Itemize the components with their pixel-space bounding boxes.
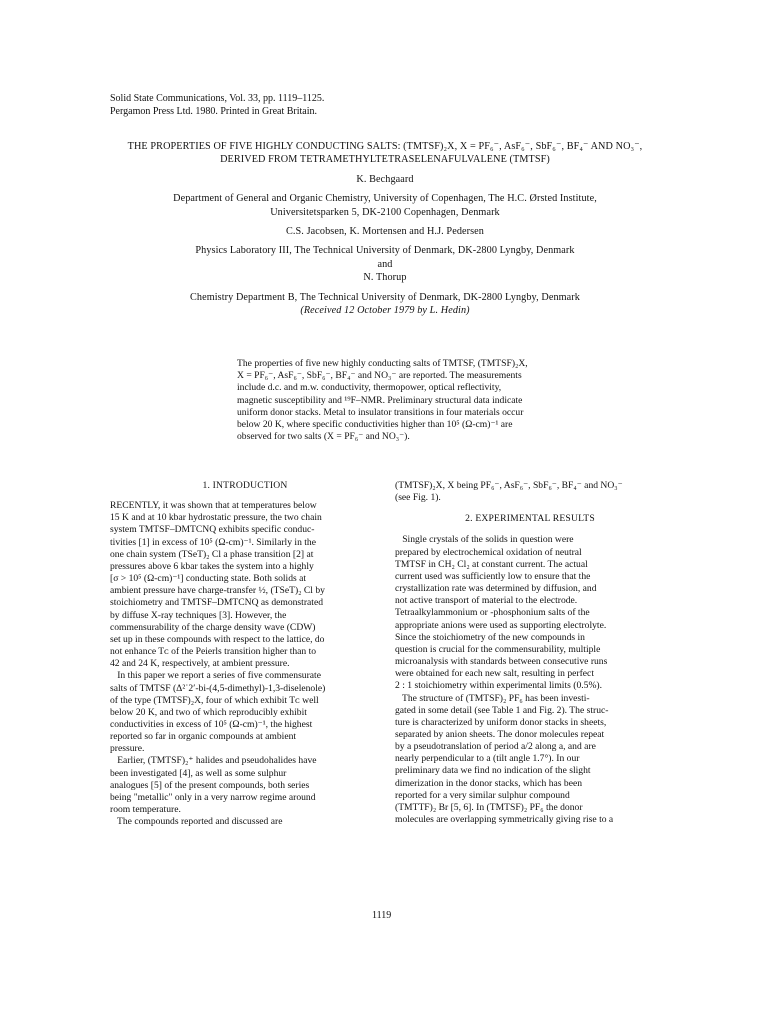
author-3: N. Thorup: [363, 272, 407, 284]
affiliation-1-line-2: Universitetsparken 5, DK-2100 Copenhagen, Denmark: [270, 206, 500, 218]
body-text-line: by diffuse X-ray techniques [3]. However, the: [110, 609, 287, 621]
body-text-line: microanalysis with standards between consecutive runs: [395, 656, 608, 668]
body-text-line: pressures above 6 kbar takes the system into a highly: [110, 560, 314, 572]
body-text-line: dimerization in the donor stacks, which has been: [395, 777, 583, 789]
body-text-line: been investigated [4], as well as some sulphur: [110, 767, 287, 779]
section-heading-experimental: 2. EXPERIMENTAL RESULTS: [465, 513, 595, 525]
body-text-line: tivities [1] in excess of 10⁵ (Ω-cm)⁻¹. Similarly in the: [110, 536, 316, 548]
body-text-line: prepared by electrochemical oxidation of neutral: [395, 546, 582, 558]
left-column: [110, 480, 380, 828]
affiliation-2: Physics Laboratory III, The Technical University of Denmark, DK-2800 Lyngby, Denmark: [195, 245, 575, 257]
body-text-line: appropriate anions were used as supporting electrolyte.: [395, 619, 607, 631]
body-text-line: crystallization rate was determined by diffusion, and: [395, 583, 597, 595]
body-text-line: Since the stoichiometry of the new compounds in: [395, 631, 585, 643]
body-text-line: (TMTSF)₂X, X being PF₆⁻, AsF₆⁻, SbF₆⁻, BF₄⁻ and NO₃⁻: [395, 480, 623, 491]
body-text-line: 15 K and at 10 kbar hydrostatic pressure, the two chain: [110, 512, 322, 524]
affiliation-3: Chemistry Department B, The Technical University of Denmark, DK-2800 Lyngby, Denmark: [189, 291, 580, 303]
abstract-line: X = PF₆⁻, AsF₆⁻, SbF₆⁻, BF₄⁻ and NO₃⁻ are reported. The measurements: [237, 370, 522, 382]
body-text-line: The structure of (TMTSF)₂ PF₆ has been investi-: [395, 692, 590, 704]
body-text-line: analogues [5] of the present compounds, both series: [110, 779, 310, 791]
body-text-line: preliminary data we find no indication of the slight: [395, 765, 591, 777]
right-column: [395, 480, 665, 826]
body-text-line: set up in these compounds with respect to the lattice, do: [110, 633, 325, 645]
author-1: K. Bechgaard: [356, 173, 414, 185]
abstract: [237, 358, 567, 443]
body-text-line: were obtained for each new salt, resulting in perfect: [395, 668, 594, 680]
body-text-line: (see Fig. 1).: [395, 492, 441, 504]
body-text-line: below 20 K, and two of which reproducibly exhibit: [110, 706, 307, 718]
body-text-line: salts of TMTSF (Δ²˙2′-bi-(4,5-dimethyl)-1,3-diselenole): [110, 682, 326, 694]
body-text-line: Tetraalkylammonium or -phosphonium salts of the: [395, 607, 590, 619]
body-text-line: by a pseudotranslation of period a/2 along a, and are: [395, 741, 596, 753]
body-text-line: gated in some detail (see Table 1 and Fig. 2). The struc-: [395, 704, 609, 716]
body-text-line: Single crystals of the solids in question were: [395, 534, 574, 546]
body-text-line: of the type (TMTSF)₂X, four of which exhibit Tᴄ well: [110, 694, 319, 706]
journal-citation: [110, 92, 324, 118]
body-text-line: being "metallic" only in a very narrow regime around: [110, 791, 316, 803]
body-text-line: (TMTTF)₂ Br [5, 6]. In (TMTSF)₂ PF₆ the donor: [395, 801, 583, 813]
body-text-line: pressure.: [110, 743, 145, 755]
body-text-line: separated by anion sheets. The donor molecules repeat: [395, 728, 605, 740]
affiliation-1-line-1: Department of General and Organic Chemistry, University of Copenhagen, The H.C. Ørsted Institute,: [173, 193, 597, 205]
body-text-line: Earlier, (TMTSF)₂⁺ halides and pseudohalides have: [110, 755, 317, 767]
abstract-line: below 20 K, where specific conductivities higher than 10⁵ (Ω-cm)⁻¹ are: [237, 419, 513, 431]
author-2: C.S. Jacobsen, K. Mortensen and H.J. Pedersen: [285, 226, 485, 238]
title-line-2: DERIVED FROM TETRAMETHYLTETRASELENAFULVALENE (TMTSF): [220, 154, 550, 166]
body-text-line: molecules are overlapping symmetrically giving rise to a: [395, 814, 614, 826]
body-text-line: ambient pressure have charge-transfer ½, (TSeT)₂ Cl by: [110, 585, 325, 597]
abstract-line: uniform donor stacks. Metal to insulator transitions in four materials occur: [237, 406, 524, 418]
body-text-line: system TMTSF–DMTCNQ exhibits specific conduc-: [110, 524, 315, 536]
body-text-line: The compounds reported and discussed are: [110, 816, 283, 828]
body-text-line: reported so far in organic compounds at ambient: [110, 731, 297, 743]
body-text-line: commensurability of the charge density wave (CDW): [110, 621, 316, 633]
body-text-line: stoichiometry and TMTSF–DMTCNQ as demonstrated: [110, 597, 323, 609]
body-text-line: In this paper we report a series of five commensurate: [110, 670, 321, 682]
body-text-line: reported for a very similar sulphur compound: [395, 789, 570, 801]
title-and-authors: [100, 140, 670, 317]
page-number: 1119: [372, 910, 392, 921]
body-text-line: not enhance Tᴄ of the Peierls transition higher than to: [110, 646, 317, 658]
body-text-line: question is crucial for the commensurability, multiple: [395, 643, 601, 655]
body-text-line: conductivities in excess of 10⁵ (Ω-cm)⁻¹, the highest: [110, 718, 313, 730]
abstract-line: The properties of five new highly conducting salts of TMTSF, (TMTSF)₂X,: [237, 358, 528, 369]
body-text-line: [σ > 10⁵ (Ω-cm)⁻¹] conducting state. Both solids at: [110, 573, 307, 585]
abstract-line: magnetic susceptibility and ¹⁹F–NMR. Preliminary structural data indicate: [237, 394, 523, 406]
body-text-line: 2 : 1 stoichiometry within experimental limits (0.5%).: [395, 680, 603, 692]
and-separator: and: [377, 258, 393, 270]
title-line-1: THE PROPERTIES OF FIVE HIGHLY CONDUCTING SALTS: (TMTSF)₂X, X = PF₆⁻, AsF₆⁻, SbF₆⁻, BF₄⁻ AND NO₃⁻,: [127, 141, 643, 152]
body-text-line: RECENTLY, it was shown that at temperatures below: [110, 500, 317, 512]
body-text-line: one chain system (TSeT)₂ Cl a phase transition [2] at: [110, 548, 314, 560]
body-text-line: nearly perpendicular to a (tilt angle 1.7°). In our: [395, 753, 580, 765]
section-heading-introduction: 1. INTRODUCTION: [202, 480, 288, 491]
body-text-line: not active transport of material to the electrode.: [395, 595, 578, 607]
journal-line-1: Solid State Communications, Vol. 33, pp. 1119–1125.: [110, 93, 325, 104]
body-text-line: room temperature.: [110, 804, 181, 816]
body-text-line: current used was sufficiently low to ensure that the: [395, 570, 591, 582]
body-text-line: ture is characterized by uniform donor stacks in sheets,: [395, 716, 607, 728]
received-note: (Received 12 October 1979 by L. Hedin): [300, 305, 470, 317]
body-text-line: 42 and 24 K, respectively, at ambient pressure.: [110, 658, 290, 670]
journal-line-2: Pergamon Press Ltd. 1980. Printed in Great Britain.: [110, 106, 318, 117]
abstract-line: include d.c. and m.w. conductivity, thermopower, optical reflectivity,: [237, 382, 502, 394]
body-text-line: TMTSF in CH₂ Cl₂ at constant current. The actual: [395, 558, 588, 570]
abstract-line: observed for two salts (X = PF₆⁻ and NO₃⁻).: [237, 431, 410, 443]
